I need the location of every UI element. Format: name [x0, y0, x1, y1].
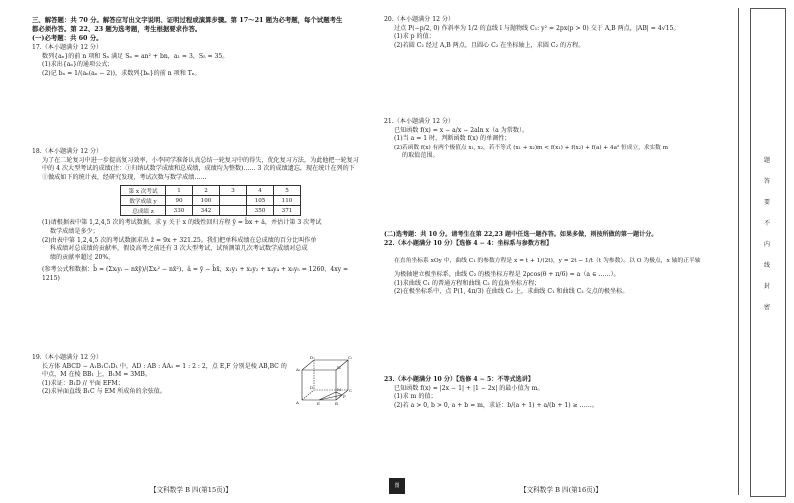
margin-char: 内 — [763, 241, 770, 248]
table-cell: 371 — [274, 206, 301, 216]
question-line: 数学成绩是多少； — [50, 227, 99, 235]
question-line: (1)当 a = 1 时，判断函数 f(x) 的单调性； — [394, 135, 511, 143]
table-cell: 90 — [166, 196, 193, 206]
table-cell: 330 — [166, 206, 193, 216]
question-22 — [384, 240, 718, 297]
table-cell: 数学成绩 y — [121, 196, 166, 206]
question-21 — [384, 118, 718, 161]
table-cell — [220, 196, 247, 206]
margin-char: 题 — [763, 157, 770, 164]
figure-label: M — [337, 387, 342, 392]
seal-icon: 图 — [389, 478, 405, 494]
table-row — [121, 206, 301, 216]
table-cell: 3 — [220, 186, 247, 196]
question-line: (2)若函数 f(x) 有两个极值点 x₁, x₂，若不等式 (x₁ + x₂)m < f(x₁) + f(x₂) + f(a) + 4a² 恒成立，求实数 m — [394, 144, 669, 151]
question-line: (1)求 p 的值； — [394, 33, 435, 41]
question-title: 23.（本小题满分 10 分）【选修 4 − 5：不等式选讲】 — [384, 376, 534, 383]
question-line: (2)求异面直线 B₁C 与 EM 所成角的余弦值。 — [42, 388, 166, 396]
question-title: 22.（本小题满分 10 分）【选修 4 − 4：坐标系与参数方程】 — [384, 240, 553, 247]
question-line: 科成绩对总成绩的贡献率，假设高考之前还有 3 次大型考试，试预测第几次考试数学成绩对总成 — [50, 245, 308, 253]
figure-label: F — [343, 394, 346, 399]
table-cell: 110 — [274, 196, 301, 206]
cuboid-figure — [296, 354, 354, 406]
question-title: 18.（本小题满分 12 分） — [32, 148, 103, 155]
page-footer-left: 【文科数学 B 四(第15页)】 — [150, 486, 232, 494]
question-19 — [32, 354, 364, 406]
question-line: 已知函数 f(x) = x − a/x − 2aln x（a 为常数）。 — [394, 126, 529, 134]
section-head: 三、解答题：共 70 分。解答应写出文字说明、证明过程或演算步骤。第 17～21 题为必考题，每个试题考生 — [32, 16, 343, 24]
figure-label: E — [317, 401, 320, 406]
question-line: 为极轴建立极坐标系，曲线 C₂ 的极坐标方程是 2ρcos(θ + π/6) = a（a ∈ ……）。 — [394, 271, 620, 279]
question-line: (2)记 bₙ = 1/(aₙ(aₙ − 2))，求数列{bₙ}的前 n 项和 Tₙ。 — [42, 69, 201, 77]
question-line: (2)由表中第 1,2,4,5 次的考试数据求出 ẑ = 9x + 321.25。我们把单科成绩在总成绩的百分比叫作单 — [42, 236, 317, 244]
question-line: (1)求出{aₙ}的通项公式； — [42, 61, 114, 69]
margin-notice — [761, 150, 773, 318]
question-title: 21.（本小题满分 12 分） — [384, 118, 455, 125]
table-cell: 4 — [247, 186, 274, 196]
figure-label: B₁ — [337, 365, 342, 370]
question-line: (1)求 m 的值； — [394, 393, 437, 401]
table-row — [121, 186, 301, 196]
question-title: 17.（本小题满分 12 分） — [32, 44, 103, 51]
question-line: (2)若圆 C₂ 经过 A,B 两点，且圆心 C₂ 在坐标轴上，求圆 C₂ 的方程。 — [394, 41, 585, 49]
question-line: (2)若 a > 0, b > 0, a + b = m，求证：b/(a + 1) + a/(b + 1) ≥ ……。 — [394, 401, 598, 409]
margin-char: 密 — [763, 304, 770, 311]
margin-char: 线 — [763, 262, 770, 269]
margin-char: 要 — [763, 199, 770, 206]
margin-char: 不 — [763, 220, 770, 227]
cut-line — [738, 8, 739, 495]
question-line: (1)请根据表中第 1,2,4,5 次的考试数据，求 y 关于 x 的线性回归方程 ŷ = b̂x + â，并估计第 3 次考试 — [42, 219, 322, 227]
margin-char: 封 — [763, 283, 770, 290]
question-17 — [32, 44, 364, 78]
question-18 — [32, 148, 364, 284]
figure-label: A — [296, 400, 299, 405]
section-head: (一)必考题：共 60 分。 — [32, 34, 103, 42]
left-page — [32, 16, 364, 406]
figure-label: C — [349, 388, 353, 393]
table-cell — [220, 206, 247, 216]
question-line: 在直角坐标系 xOy 中，曲线 C₁ 的参数方程是 x = t + 1/(2t)，y = 2t − 1/t（t 为参数）。以 O 为极点，x 轴的正半轴 — [394, 257, 701, 264]
question-line: 过点 P(−p/2, 0) 作斜率为 1/2 的直线 l 与抛物线 C₁: y² = 2px(p > 0) 交于 A,B 两点，|AB| = 4√15。 — [394, 24, 680, 32]
section-head: 都必须作答。第 22、23 题为选考题，考生根据要求作答。 — [32, 25, 202, 33]
question-line: 已知函数 f(x) = |2x − 1| + |1 − 2x| 的最小值为 m。 — [394, 384, 544, 392]
margin-char: 答 — [763, 178, 770, 185]
table-cell: 1 — [166, 186, 193, 196]
section-head: (二)选考题：共 10 分。请考生在第 22,23 题中任选一题作答。如果多做，则按所做的第一题计分。 — [384, 231, 658, 238]
table-cell: 105 — [247, 196, 274, 206]
table-cell: 350 — [247, 206, 274, 216]
reference-formula: (参考公式和数据：b̂ = (Σxᵢyᵢ − nx̄ȳ)/(Σxᵢ² − nx̄²)，â = ȳ − b̂x̄，x₁y₁ + x₂y₂ + x₄y₄ + x₅y₅ = 1260，4xy = 1215) — [42, 266, 349, 282]
table-cell: 100 — [193, 196, 220, 206]
table-cell: 342 — [193, 206, 220, 216]
question-line: (1)求曲线 C₁ 的普通方程和曲线 C₂ 的直角坐标方程； — [394, 279, 541, 287]
table-cell: 2 — [193, 186, 220, 196]
question-line: 长方体 ABCD − A₁B₁C₁D₁ 中，AD : AB : AA₁ = 1 : 2 : 2，点 E,F 分别是棱 AB,BC 的 — [42, 362, 287, 370]
question-line: 绩的贡献率超过 20%。 — [50, 253, 115, 261]
question-line: 中点，M 在棱 BB₁ 上，B₁M = 3MB。 — [42, 371, 151, 379]
score-table — [120, 185, 301, 216]
question-intro: 为了在二轮复习中进一步提高复习效率，小李同学准备认真总结一轮复习中的得失，优化复习方法，为此他把一轮复习中的 4 次大型考试的成绩(注：①归纳试数学成绩和总成绩，成绩均为整数)…… 3 次的成绩遗忘，现在统计在列的下①做成如下的统计表，经研究发现，考试次数与数学成绩…… — [42, 156, 359, 181]
question-line: 的取值范围。 — [402, 152, 439, 160]
page-footer-right: 【文科数学 B 四(第16页)】 — [520, 486, 602, 494]
figure-label: D₁ — [310, 355, 315, 360]
question-line: (1)求证：B₁D // 平面 EFM； — [42, 379, 124, 387]
question-23 — [384, 376, 718, 410]
question-title: 19.（本小题满分 12 分） — [32, 354, 103, 361]
question-line: 数列{aₙ}的前 n 项和 Sₙ 满足 Sₙ = an² + bn，a₁ = 3，S₅ = 35。 — [42, 52, 229, 60]
table-cell: 5 — [274, 186, 301, 196]
table-row — [121, 196, 301, 206]
figure-label: D — [310, 385, 314, 390]
figure-label: C₁ — [348, 355, 353, 360]
table-cell: 总成绩 z — [121, 206, 166, 216]
question-20 — [384, 16, 718, 50]
figure-label: A₁ — [296, 367, 301, 372]
section-elective — [384, 230, 718, 239]
binding-margin — [730, 0, 794, 503]
figure-label: B — [335, 401, 338, 406]
table-cell: 第 x 次考试 — [121, 186, 166, 196]
question-line: (2)在极坐标系中，点 P(1, 4π/3) 在曲线 C₂ 上，求曲线 C₁ 和曲线 C₂ 交点的极坐标。 — [394, 288, 629, 296]
question-title: 20.（本小题满分 12 分） — [384, 16, 455, 23]
